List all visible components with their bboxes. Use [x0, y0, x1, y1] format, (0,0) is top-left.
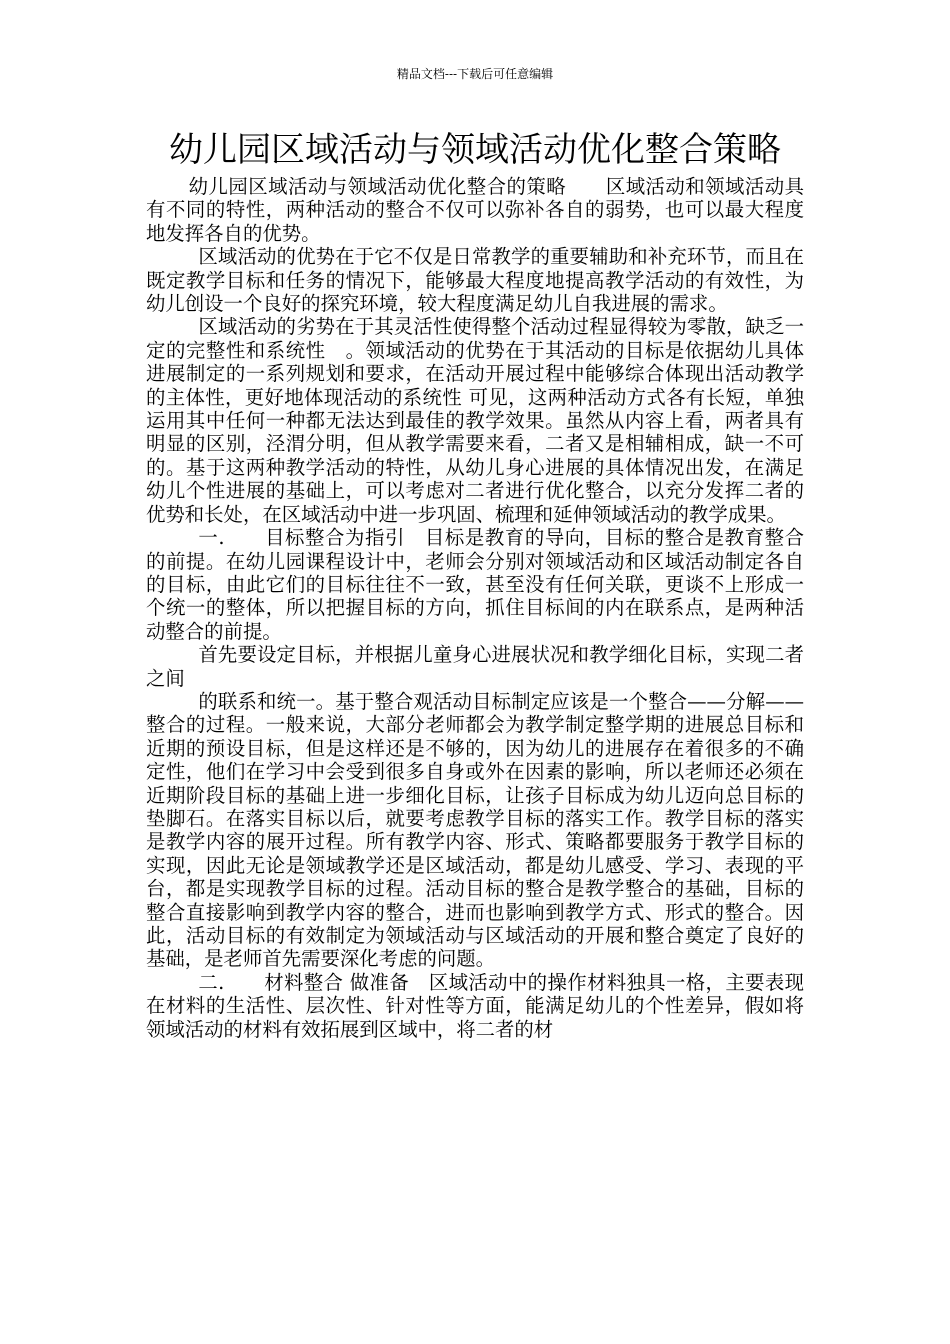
- document-body: [146, 175, 804, 1041]
- paragraph-disadvantage: 区域活动的劣势在于其灵活性使得整个活动过程显得较为零散，缺乏一定的完整性和系统性 。领域活动的优势在于其活动的目标是依据幼儿具体进展制定的一系列规划和要求，在活动开展过程中能够综合体现出活动教学的主体性，更好地体现活动的系统性 可见，这两种活动方式各有长短，单独运用其中任何一种都无法达到最佳的教学效果。虽然从内容上看，两者具有明显的区别，泾渭分明，但从教学需要来看，二者又是相辅相成，缺一不可的。基于这两种教学活动的特性，从幼儿身心进展的具体情况出发，在满足幼儿个性进展的基础上，可以考虑对二者进行优化整合，以充分发挥二者的优势和长处，在区域活动中进一步巩固、梳理和延伸领域活动的教学成果。: [146, 315, 804, 526]
- paragraph-first-step-continued: 的联系和统一。基于整合观活动目标制定应该是一个整合——分解——整合的过程。一般来说，大部分老师都会为教学制定整学期的进展总目标和近期的预设目标，但是这样还是不够的，因为幼儿的进展存在着很多的不确定性，他们在学习中会受到很多自身或外在因素的影响，所以老师还必须在近期阶段目标的基础上进一步细化目标，让孩子目标成为幼儿迈向总目标的垫脚石。在落实目标以后，就要考虑教学目标的落实工作。教学目标的落实是教学内容的展开过程。所有教学内容、形式、策略都要服务于教学目标的实现，因此无论是领域教学还是区域活动，都是幼儿感受、学习、表现的平台，都是实现教学目标的过程。活动目标的整合是教学整合的基础，目标的整合直接影响到教学内容的整合，进而也影响到教学方式、形式的整合。因此，活动目标的有效制定为领域活动与区域活动的开展和整合奠定了良好的基础，是老师首先需要深化考虑的问题。: [146, 689, 804, 971]
- paragraph-first-step: 首先要设定目标，并根据儿童身心进展状况和教学细化目标，实现二者之间: [146, 643, 804, 690]
- paragraph-section-two: 二. 材料整合 做准备 区域活动中的操作材料独具一格，主要表现在材料的生活性、层次性、针对性等方面，能满足幼儿的个性差异，假如将领域活动的材料有效拓展到区域中，将二者的材: [146, 970, 804, 1041]
- page-header: 精品文档---下载后可任意编辑: [396, 67, 554, 81]
- paragraph-intro: 幼儿园区域活动与领域活动优化整合的策略 区域活动和领域活动具有不同的特性，两种活动的整合不仅可以弥补各自的弱势，也可以最大程度地发挥各自的优势。: [146, 175, 804, 245]
- document-title: 幼儿园区域活动与领域活动优化整合策略: [169, 130, 781, 170]
- paragraph-section-one: 一. 目标整合为指引 目标是教育的导向，目标的整合是教育整合的前提。在幼儿园课程设计中，老师会分别对领域活动和区域活动制定各自的目标，由此它们的目标往往不一致，甚至没有任何关联，更谈不上形成一个统一的整体，所以把握目标的方向，抓住目标间的内在联系点，是两种活动整合的前提。: [146, 526, 804, 643]
- paragraph-advantage: 区域活动的优势在于它不仅是日常教学的重要辅助和补充环节，而且在既定教学目标和任务的情况下，能够最大程度地提高教学活动的有效性，为幼儿创设一个良好的探究环境，较大程度满足幼儿自我进展的需求。: [146, 245, 804, 316]
